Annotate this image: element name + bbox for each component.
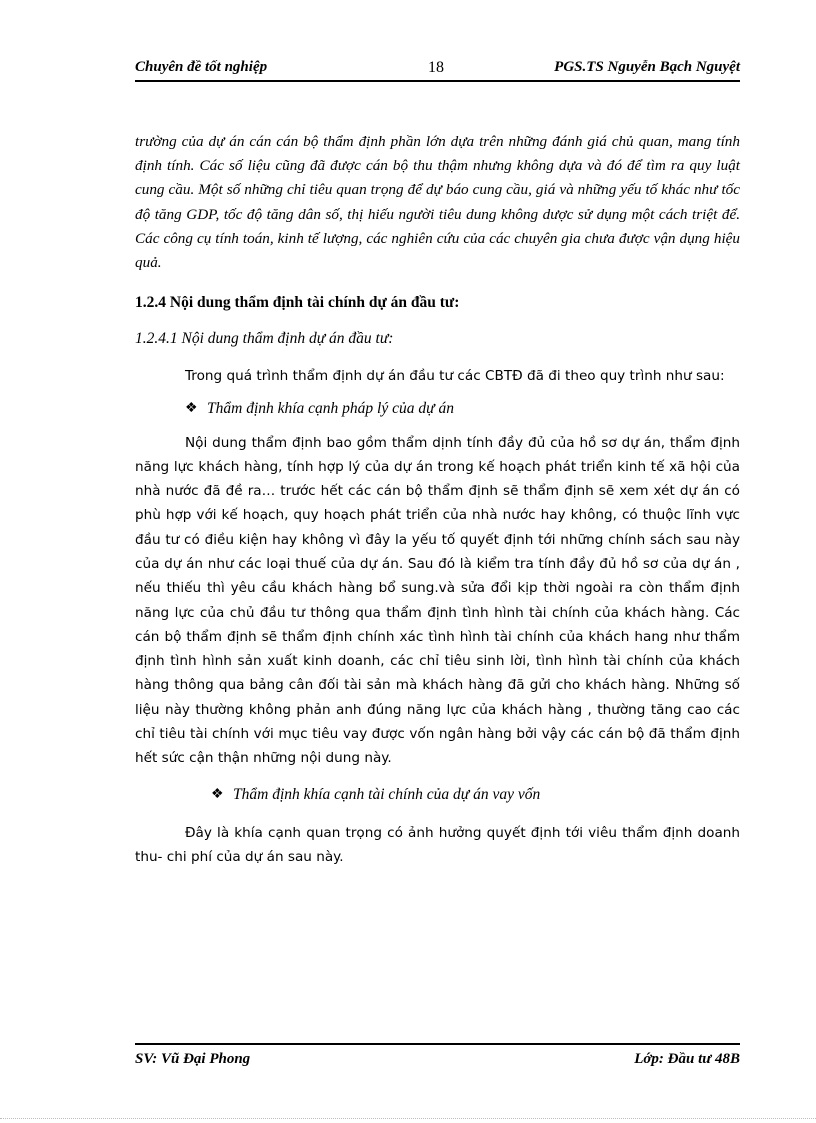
- page-bottom-divider: [0, 1118, 816, 1119]
- header-supervisor: PGS.TS Nguyễn Bạch Nguyệt: [554, 59, 740, 75]
- sub-heading: 1.2.4.1 Nội dung thẩm định dự án đầu tư:: [135, 330, 394, 348]
- page-footer: [135, 1043, 740, 1067]
- footer-student: SV: Vũ Đại Phong: [135, 1051, 251, 1067]
- page-header: [135, 56, 740, 82]
- legal-paragraph: Nội dung thẩm định bao gồm thẩm dịnh tính đầy đủ của hồ sơ dự án, thẩm định năng lực khách hàng, tính hợp lý của dự án trong kế hoạch phát triển kinh tế xã hội của nhà nước đã đề ra… trước hết các cán bộ thẩm định sẽ thẩm định sẽ xem xét dự án có phù hợp với kế hoạch, quy hoạch phát triển của nhà nước hay không, có thuộc lĩnh vực đầu tư có điều kiện hay không vì đây la yếu tố quyết định tới những chính sách sau này của dự án như các loại thuế của dự án. Sau đó là kiểm tra tính đầy đủ hồ sơ của dự án , nếu thiếu thì yêu cầu khách hàng bổ sung.và sửa đổi kịp thời ngoài ra còn thẩm định năng lực của chủ đầu tư thông qua thẩm định tình hình tài chính của khách hàng. Các cán bộ thẩm định sẽ thẩm định chính xác tình hình tài chính của khách hang như thẩm định tình hình sản xuất kinh doanh, các chỉ tiêu sinh lời, tình hình tài chính của khách hàng thông qua bảng cân đối tài sản mà khách hàng đã gửi cho khách hàng. Những số liệu này thường không phản anh đúng năng lực của khách hàng , thường tăng cao các chỉ tiêu tài chính với mục tiêu vay được vốn ngân hàng bởi vậy các cán bộ đã thẩm định hết sức cận thận những nội dung này.: [135, 434, 740, 767]
- section-heading: 1.2.4 Nội dung thẩm định tài chính dự án đầu tư:: [135, 294, 460, 312]
- header-document-type: Chuyên đề tốt nghiệp: [135, 59, 268, 75]
- footer-class: Lớp: Đầu tư 48B: [634, 1051, 740, 1067]
- intro-paragraph: trường của dự án cán cán bộ thẩm định phần lớn dựa trên những đánh giá chủ quan, mang tính định tính. Các số liệu cũng đã được cán bộ thu thậm nhưng không dựa và đó để tìm ra quy luật cung cầu. Một số những chỉ tiêu quan trọng để dự báo cung cầu, giá và những yếu tố khác như tốc độ tăng GDP, tốc độ tăng dân số, thị hiếu người tiêu dung không dược sử dụng một cách triệt để. Các công cụ tính toán, kinh tế lượng, các nghiên cứu của các chuyên gia chưa được vận dụng hiệu quả.: [135, 133, 740, 272]
- bullet-financial: [135, 783, 740, 807]
- bullet-financial-text: Thẩm định khía cạnh tài chính của dự án vay vốn: [233, 785, 541, 803]
- four-diamond-icon: ❖: [211, 786, 224, 802]
- financial-paragraph: Đây là khía cạnh quan trọng có ảnh hưởng quyết định tới viêu thẩm định doanh thu- chi phí của dự án sau này.: [135, 824, 740, 865]
- process-paragraph: Trong quá trình thẩm định dự án đầu tư các CBTĐ đã đi theo quy trình như sau:: [185, 368, 725, 385]
- four-diamond-icon: ❖: [185, 400, 198, 416]
- page-number: 18: [428, 59, 444, 76]
- bullet-legal: [135, 397, 740, 421]
- bullet-legal-text: Thẩm định khía cạnh pháp lý của dự án: [207, 399, 454, 417]
- page-body: [135, 130, 740, 869]
